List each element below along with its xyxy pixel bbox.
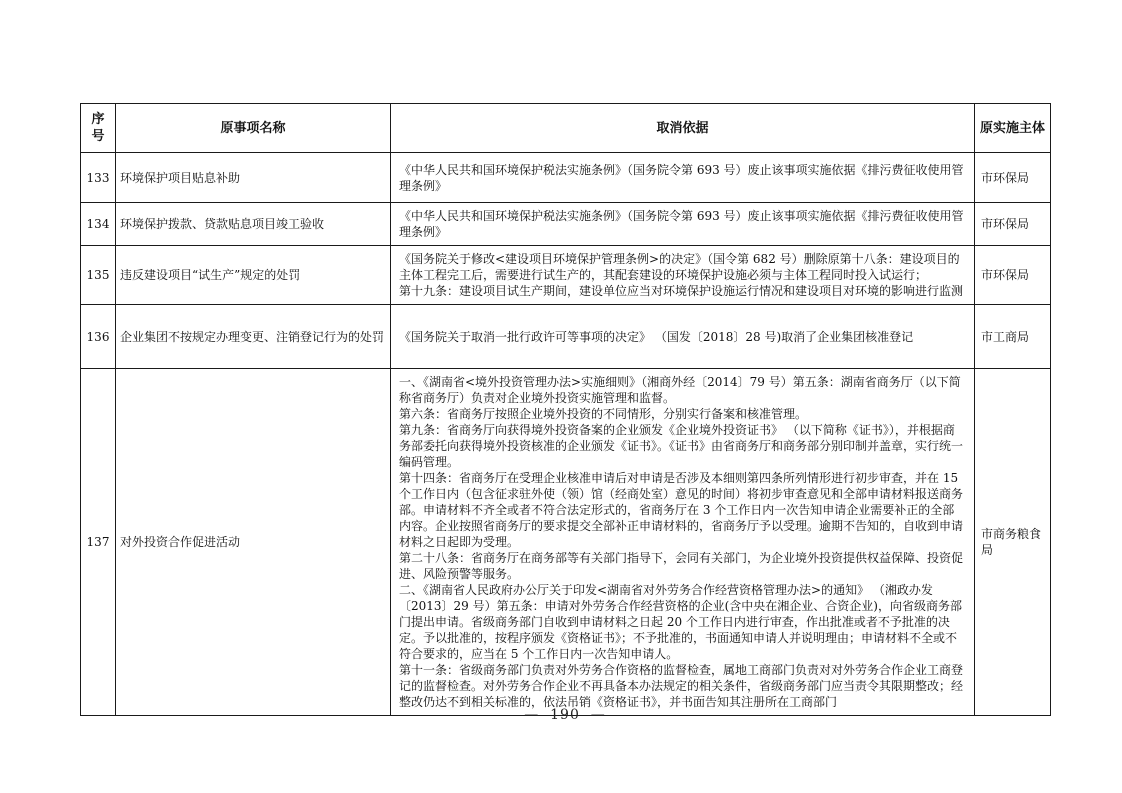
table-header-row — [81, 104, 1051, 153]
header-seq: 序号 — [81, 104, 116, 153]
basis-cell — [391, 246, 975, 305]
basis-paragraph: 《中华人民共和国环境保护税法实施条例》（国务院令第 693 号）废止该事项实施依据《排污费征收使用管理条例》 — [399, 209, 964, 239]
item-name-cell: 企业集团不按规定办理变更、注销登记行为的处罚 — [116, 305, 391, 369]
seq-cell: 133 — [81, 153, 116, 203]
seq-cell: 136 — [81, 305, 116, 369]
basis-paragraph: 一、《湖南省<境外投资管理办法>实施细则》（湘商外经〔2014〕79 号）第五条：湖南省商务厅（以下简称省商务厅）负责对企业境外投资实施管理和监督。 — [399, 375, 961, 405]
seq-cell: 134 — [81, 203, 116, 246]
basis-cell — [391, 305, 975, 369]
basis-paragraph: 二、《湖南省人民政府办公厅关于印发<湖南省对外劳务合作经营资格管理办法>的通知》 （湘政办发〔2013〕29 号）第五条：申请对外劳务合作经营资格的企业(含中央在湘企业、合资企业)，向省级商务部门提出申请。省级商务部门自收到申请材料之日起 20 个工作日内进行审查，作出批准或者不予批准的决定。予以批准的，按程序颁发《资格证书》；不予批准的，书面通知申请人并说明理由；申请材料不全或不符合要求的，应当在 5 个工作日内一次告知申请人。 — [399, 583, 962, 661]
seq-cell: 135 — [81, 246, 116, 305]
header-original-implementer: 原实施主体 — [975, 104, 1051, 153]
basis-paragraph: 第二十八条：省商务厅在商务部等有关部门指导下，会同有关部门，为企业境外投资提供权益保障、投资促进、风险预警等服务。 — [399, 551, 964, 581]
basis-cell — [391, 203, 975, 246]
implementer-cell: 市环保局 — [975, 246, 1051, 305]
table-row — [81, 246, 1051, 305]
basis-cell — [391, 153, 975, 203]
basis-paragraph: 第六条：省商务厅按照企业境外投资的不同情形，分别实行备案和核准管理。 — [399, 407, 808, 421]
table-row — [81, 369, 1051, 716]
basis-paragraph: 第十九条：建设项目试生产期间，建设单位应当对环境保护设施运行情况和建设项目对环境的影响进行监测 — [399, 284, 964, 298]
page-number: — 190 — — [524, 707, 606, 723]
header-cancellation-basis: 取消依据 — [391, 104, 975, 153]
basis-paragraph: 第十四条：省商务厅在受理企业核准申请后对申请是否涉及本细则第四条所列情形进行初步审查，并在 15 个工作日内（包含征求驻外使（领）馆（经商处室）意见的时间）将初步审查意见和全部申请材料报送商务部。申请材料不齐全或者不符合法定形式的，省商务厅在 3 个工作日内一次告知申请企业需要补正的全部内容。企业按照省商务厅的要求提交全部补正申请材料的，省商务厅予以受理。逾期不告知的，自收到申请材料之日起即为受理。 — [399, 471, 964, 549]
item-name-cell: 对外投资合作促进活动 — [116, 369, 391, 716]
item-name-cell: 环境保护项目贴息补助 — [116, 153, 391, 203]
cancelled-items-table — [80, 103, 1051, 716]
header-item-name: 原事项名称 — [116, 104, 391, 153]
basis-paragraph: 《国务院关于取消一批行政许可等事项的决定》 （国发〔2018〕28 号)取消了企业集团核准登记 — [399, 329, 914, 344]
item-name-cell: 违反建设项目“试生产”规定的处罚 — [116, 246, 391, 305]
basis-paragraph: 《国务院关于修改<建设项目环境保护管理条例>的决定》（国令第 682 号）删除原第十八条：建设项目的主体工程完工后，需要进行试生产的，其配套建设的环境保护设施必须与主体工程同时投入试运行； — [399, 252, 960, 282]
table-row — [81, 203, 1051, 246]
table-row — [81, 305, 1051, 369]
item-name-cell: 环境保护拨款、贷款贴息项目竣工验收 — [116, 203, 391, 246]
table-row — [81, 153, 1051, 203]
implementer-cell: 市商务粮食局 — [975, 369, 1051, 716]
basis-paragraph: 第十一条：省级商务部门负责对外劳务合作资格的监督检查，属地工商部门负责对对外劳务合作企业工商登记的监督检查。对外劳务合作企业不再具备本办法规定的相关条件，省级商务部门应当责令其限期整改；经整改仍达不到相关标准的，依法吊销《资格证书》，并书面告知其注册所在工商部门 — [399, 663, 964, 709]
basis-paragraph: 第九条：省商务厅向获得境外投资备案的企业颁发《企业境外投资证书》 （以下简称《证书》），并根据商务部委托向获得境外投资核准的企业颁发《证书》。《证书》由省商务厅和商务部分别印制并盖章，实行统一编码管理。 — [399, 423, 964, 469]
basis-cell — [391, 369, 975, 716]
implementer-cell: 市环保局 — [975, 153, 1051, 203]
implementer-cell: 市工商局 — [975, 305, 1051, 369]
basis-paragraph: 《中华人民共和国环境保护税法实施条例》（国务院令第 693 号）废止该事项实施依据《排污费征收使用管理条例》 — [399, 162, 964, 193]
implementer-cell: 市环保局 — [975, 203, 1051, 246]
seq-cell: 137 — [81, 369, 116, 716]
